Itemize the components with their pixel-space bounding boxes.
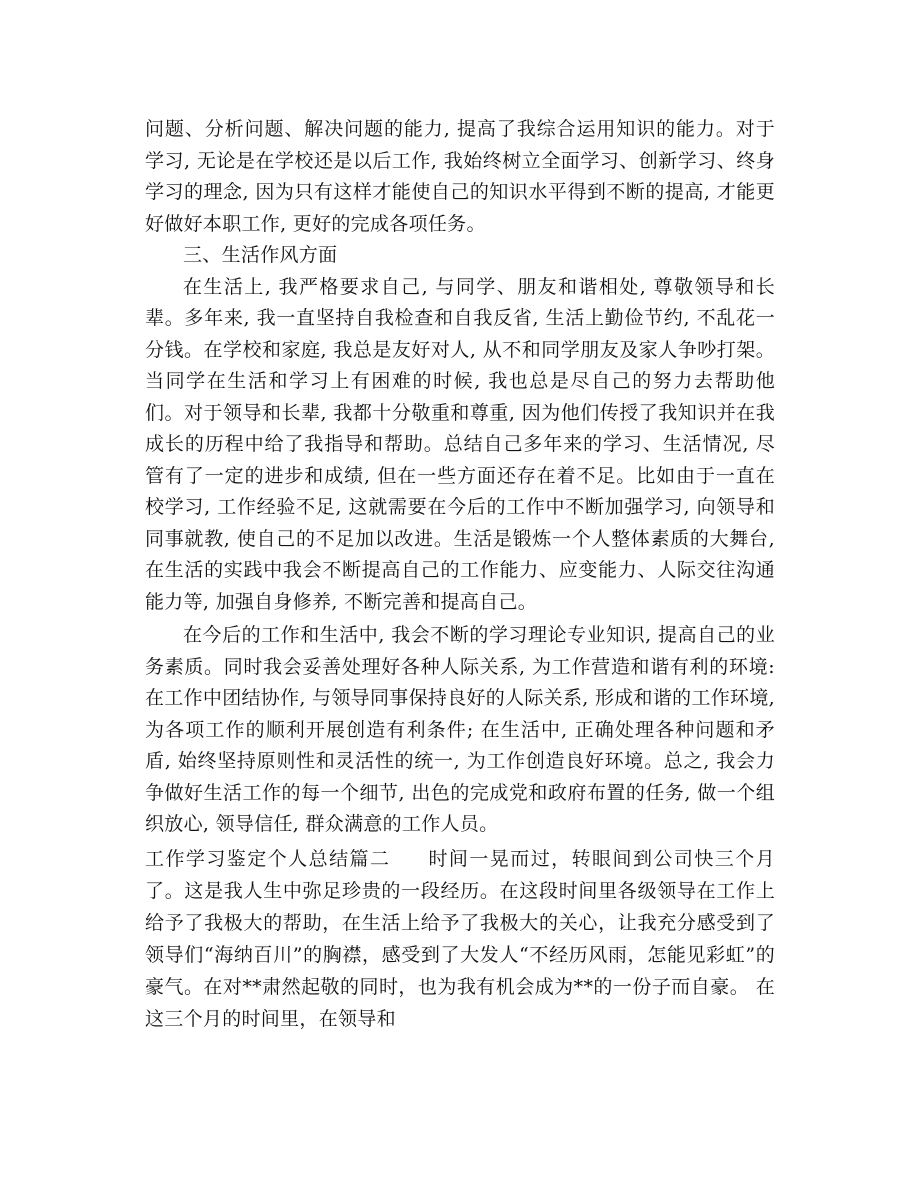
paragraph-part-two-body: 时间一晃而过，转眼间到公司快三个月了。这是我人生中弥足珍贵的一段经历。在这段时间里各级领导在工作上给予了我极大的帮助，在生活上给予了我极大的关心，让我充分感受到了领导们“海纳百川”的胸襟，感受到了大发人“不经历风雨，怎能见彩虹”的豪气。在对**肃然起敬的同时，也为我有机会成为**的一份子而自豪。 在这三个月的时间里，在领导和 bbox=[145, 847, 775, 1030]
document-page bbox=[145, 114, 775, 1035]
section-heading-lifestyle: 三、生活作风方面 bbox=[183, 244, 338, 266]
paragraph-part-two bbox=[145, 843, 775, 1035]
paragraph-lifestyle: 在生活上, 我严格要求自己, 与同学、朋友和谐相处, 尊敬领导和长辈。多年来, 我一直坚持自我检查和自我反省, 生活上勤俭节约, 不乱花一分钱。在学校和家庭, 我总是友好对人, 从不和同学朋友及家人争吵打架。当同学在生活和学习上有困难的时候, 我也总是尽自己的努力去帮助他们。对于领导和长辈, 我都十分敬重和尊重, 因为他们传授了我知识并在我成长的历程中给了我指导和帮助。总结自己多年来的学习、生活情况, 尽管有了一定的进步和成绩, 但在一些方面还存在着不足。比如由于一直在校学习, 工作经验不足, 这就需要在今后的工作中不断加强学习, 向领导和同事就教, 使自己的不足加以改进。生活是锻炼一个人整体素质的大舞台, 在生活的实践中我会不断提高自己的工作能力、应变能力、人际交往沟通能力等, 加强自身修养, 不断完善和提高自己。 bbox=[145, 275, 775, 613]
paragraph-future: 在今后的工作和生活中, 我会不断的学习理论专业知识, 提高自己的业务素质。同时我会妥善处理好各种人际关系, 为工作营造和谐有利的环境: 在工作中团结协作, 与领导同事保持良好的人际关系, 形成和谐的工作环境, 为各项工作的顺利开展创造有利条件; 在生活中, 正确处理各种问题和矛盾, 始终坚持原则性和灵活性的统一, 为工作创造良好环境。总之, 我会力争做好生活工作的每一个细节, 出色的完成党和政府布置的任务, 做一个组织放心, 领导信任, 群众满意的工作人员。 bbox=[145, 624, 775, 835]
paragraph-continued: 问题、分析问题、解决问题的能力, 提高了我综合运用知识的能力。对于学习, 无论是在学校还是以后工作, 我始终树立全面学习、创新学习、终身学习的理念, 因为只有这样才能使自己的知识水平得到不断的提高, 才能更好做好本职工作, 更好的完成各项任务。 bbox=[145, 118, 775, 235]
section-title-part-two: 工作学习鉴定个人总结篇二 bbox=[145, 847, 391, 870]
